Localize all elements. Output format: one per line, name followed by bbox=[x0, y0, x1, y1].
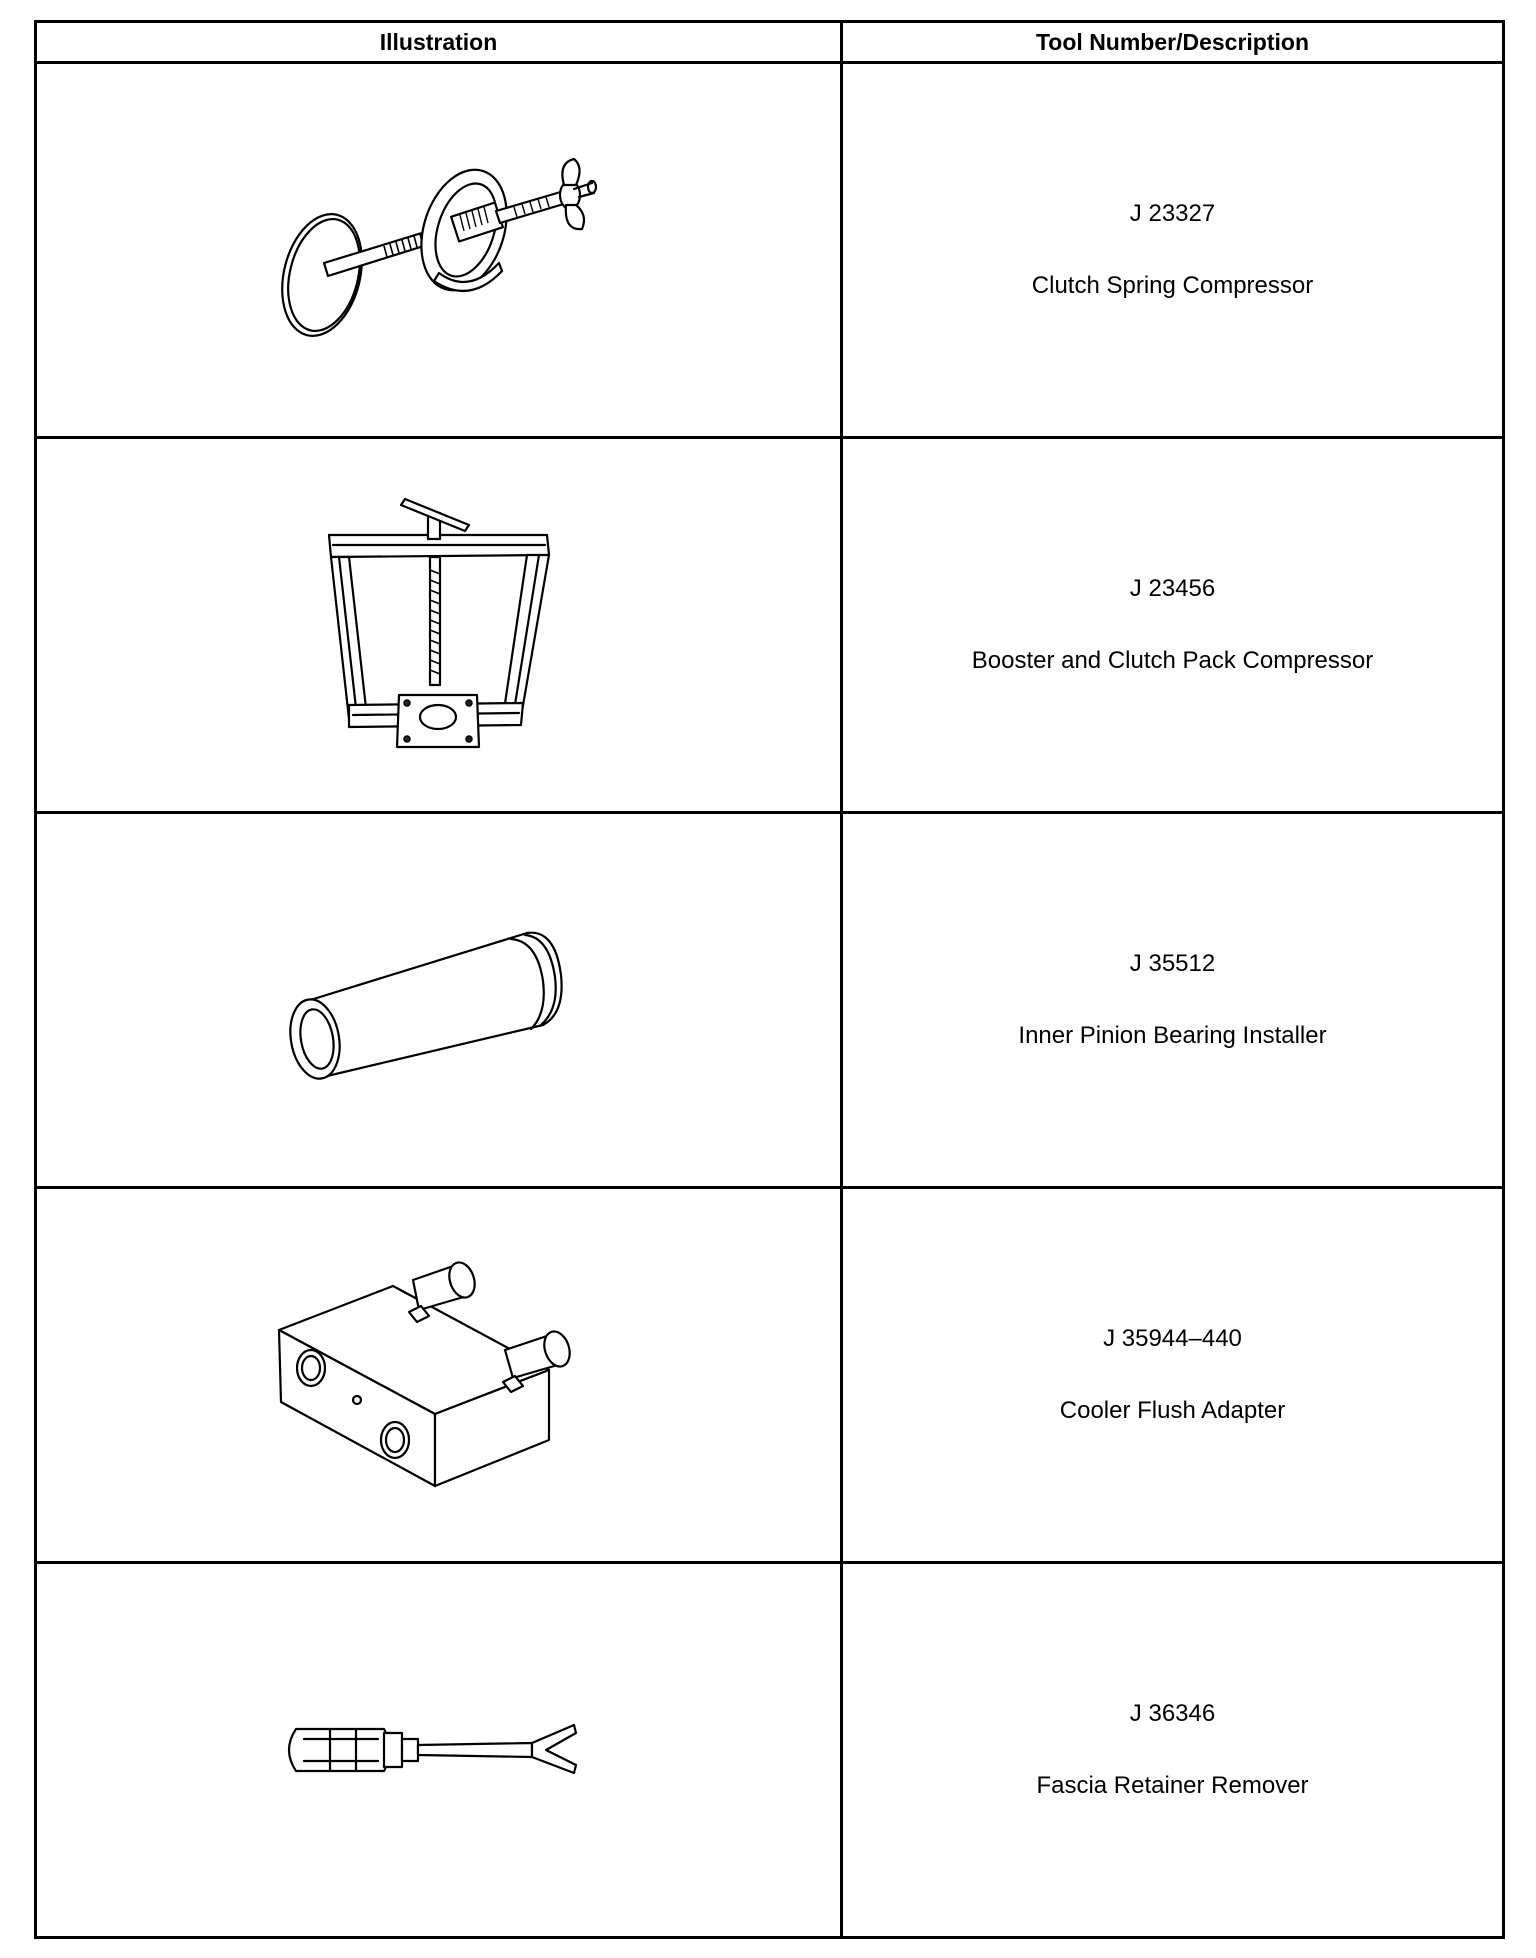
description-header: Tool Number/Description bbox=[842, 22, 1504, 63]
description-cell bbox=[842, 63, 1504, 438]
tool-number: J 23327 bbox=[1129, 200, 1216, 227]
header-row bbox=[36, 22, 1504, 63]
table-row bbox=[36, 1188, 1504, 1563]
description-cell bbox=[842, 438, 1504, 813]
illustration-cell bbox=[36, 1563, 842, 1938]
fascia-retainer-remover-icon bbox=[274, 1705, 604, 1795]
illustration-cell bbox=[36, 1188, 842, 1563]
cooler-flush-adapter-icon bbox=[269, 1250, 609, 1500]
tool-number: J 35944–440 bbox=[1103, 1325, 1242, 1352]
table-row bbox=[36, 438, 1504, 813]
illustration-cell bbox=[36, 438, 842, 813]
special-tools-table bbox=[34, 20, 1505, 1939]
tool-number: J 35512 bbox=[1129, 950, 1216, 977]
bearing-installer-icon bbox=[279, 905, 599, 1095]
description-cell bbox=[842, 1563, 1504, 1938]
tool-name: Booster and Clutch Pack Compressor bbox=[971, 647, 1374, 674]
tool-name: Clutch Spring Compressor bbox=[1031, 272, 1314, 299]
illustration-cell bbox=[36, 813, 842, 1188]
tool-number: J 23456 bbox=[1129, 575, 1216, 602]
description-cell bbox=[842, 1188, 1504, 1563]
table-row bbox=[36, 1563, 1504, 1938]
clutch-pack-compressor-icon bbox=[309, 495, 569, 755]
illustration-cell bbox=[36, 63, 842, 438]
clutch-spring-compressor-icon bbox=[274, 145, 604, 355]
description-cell bbox=[842, 813, 1504, 1188]
tool-name: Cooler Flush Adapter bbox=[1059, 1397, 1286, 1424]
table-row bbox=[36, 63, 1504, 438]
illustration-header: Illustration bbox=[36, 22, 842, 63]
tool-name: Fascia Retainer Remover bbox=[1036, 1772, 1309, 1799]
tool-name: Inner Pinion Bearing Installer bbox=[1018, 1022, 1327, 1049]
table-row bbox=[36, 813, 1504, 1188]
tool-number: J 36346 bbox=[1129, 1700, 1216, 1727]
